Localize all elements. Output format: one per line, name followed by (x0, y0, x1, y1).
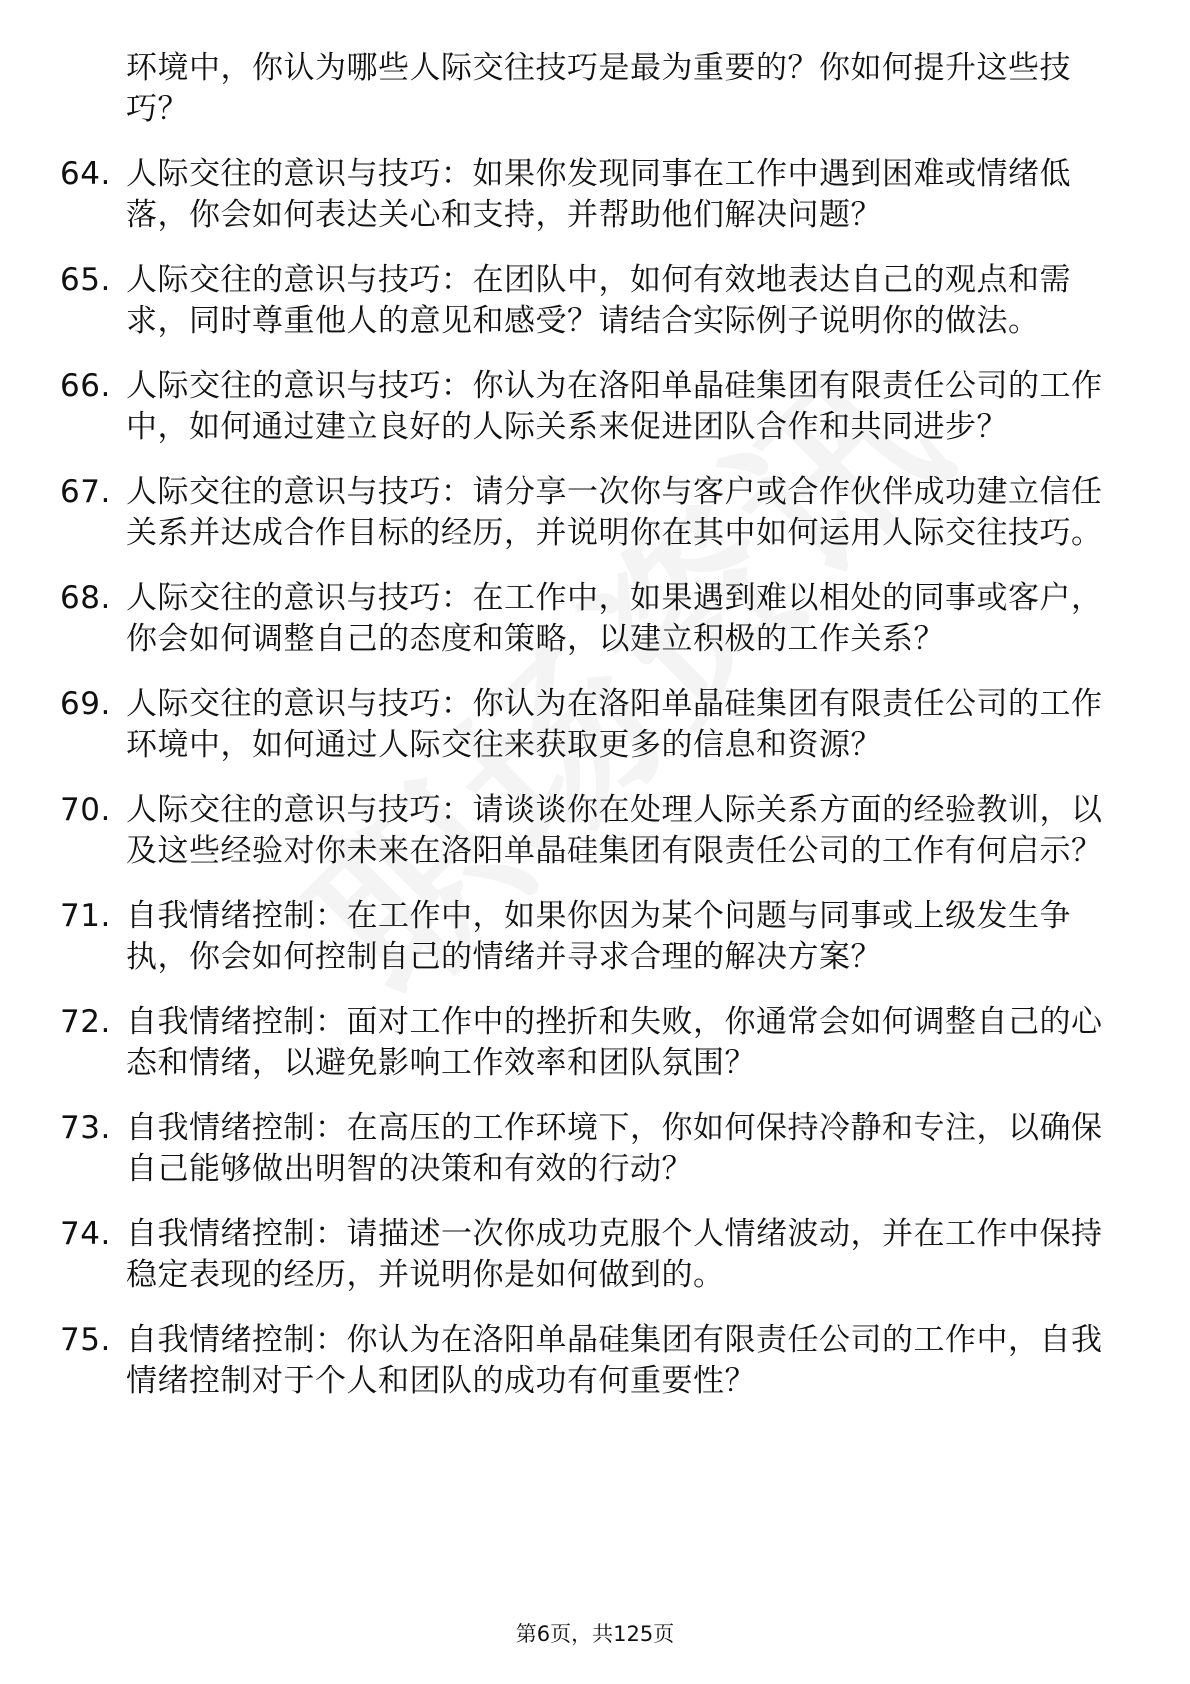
question-number: 75. (60, 1322, 111, 1358)
question-item (60, 684, 1120, 766)
question-item (60, 472, 1120, 554)
question-item (60, 366, 1120, 448)
question-item (60, 790, 1120, 872)
question-number: 66. (60, 368, 111, 404)
question-number: 72. (60, 1004, 111, 1040)
question-text: 人际交往的意识与技巧：请分享一次你与客户或合作伙伴成功建立信任关系并达成合作目标的经历，并说明你在其中如何运用人际交往技巧。 (126, 474, 1103, 551)
question-text: 人际交往的意识与技巧：请谈谈你在处理人际关系方面的经验教训，以及这些经验对你未来在洛阳单晶硅集团有限责任公司的工作有何启示？ (126, 792, 1103, 869)
question-item (60, 896, 1120, 978)
continuation-text: 环境中，你认为哪些人际交往技巧是最为重要的？你如何提升这些技巧？ (126, 50, 1071, 127)
question-item (60, 1108, 1120, 1190)
question-text: 自我情绪控制：你认为在洛阳单晶硅集团有限责任公司的工作中，自我情绪控制对于个人和团队的成功有何重要性？ (126, 1322, 1103, 1399)
question-number: 74. (60, 1216, 111, 1252)
question-item (60, 1214, 1120, 1296)
page-number-label: 第6页，共125页 (515, 1622, 675, 1646)
question-text: 自我情绪控制：在工作中，如果你因为某个问题与同事或上级发生争执，你会如何控制自己的情绪并寻求合理的解决方案？ (126, 898, 1071, 975)
question-list (60, 154, 1120, 1402)
page-footer (0, 1618, 1190, 1648)
question-number: 65. (60, 262, 111, 298)
question-number: 67. (60, 474, 111, 510)
question-item (60, 1002, 1120, 1084)
question-text: 人际交往的意识与技巧：在工作中，如果遇到难以相处的同事或客户，你会如何调整自己的态度和策略，以建立积极的工作关系？ (126, 580, 1103, 657)
question-text: 自我情绪控制：在高压的工作环境下，你如何保持冷静和专注，以确保自己能够做出明智的决策和有效的行动？ (126, 1110, 1103, 1187)
question-number: 64. (60, 156, 111, 192)
question-item (60, 1320, 1120, 1402)
question-number: 73. (60, 1110, 111, 1146)
question-number: 68. (60, 580, 111, 616)
question-item (60, 154, 1120, 236)
question-text: 人际交往的意识与技巧：你认为在洛阳单晶硅集团有限责任公司的工作中，如何通过建立良好的人际关系来促进团队合作和共同进步？ (126, 368, 1103, 445)
question-number: 70. (60, 792, 111, 828)
question-text: 自我情绪控制：面对工作中的挫折和失败，你通常会如何调整自己的心态和情绪，以避免影响工作效率和团队氛围？ (126, 1004, 1103, 1081)
question-text: 人际交往的意识与技巧：如果你发现同事在工作中遇到困难或情绪低落，你会如何表达关心和支持，并帮助他们解决问题？ (126, 156, 1071, 233)
question-text: 人际交往的意识与技巧：你认为在洛阳单晶硅集团有限责任公司的工作环境中，如何通过人际交往来获取更多的信息和资源？ (126, 686, 1103, 763)
document-body (60, 48, 1120, 1402)
question-item (60, 578, 1120, 660)
question-number: 71. (60, 898, 111, 934)
question-number: 69. (60, 686, 111, 722)
question-text: 人际交往的意识与技巧：在团队中，如何有效地表达自己的观点和需求，同时尊重他人的意见和感受？请结合实际例子说明你的做法。 (126, 262, 1071, 339)
question-text: 自我情绪控制：请描述一次你成功克服个人情绪波动，并在工作中保持稳定表现的经历，并说明你是如何做到的。 (126, 1216, 1103, 1293)
question-item (60, 260, 1120, 342)
